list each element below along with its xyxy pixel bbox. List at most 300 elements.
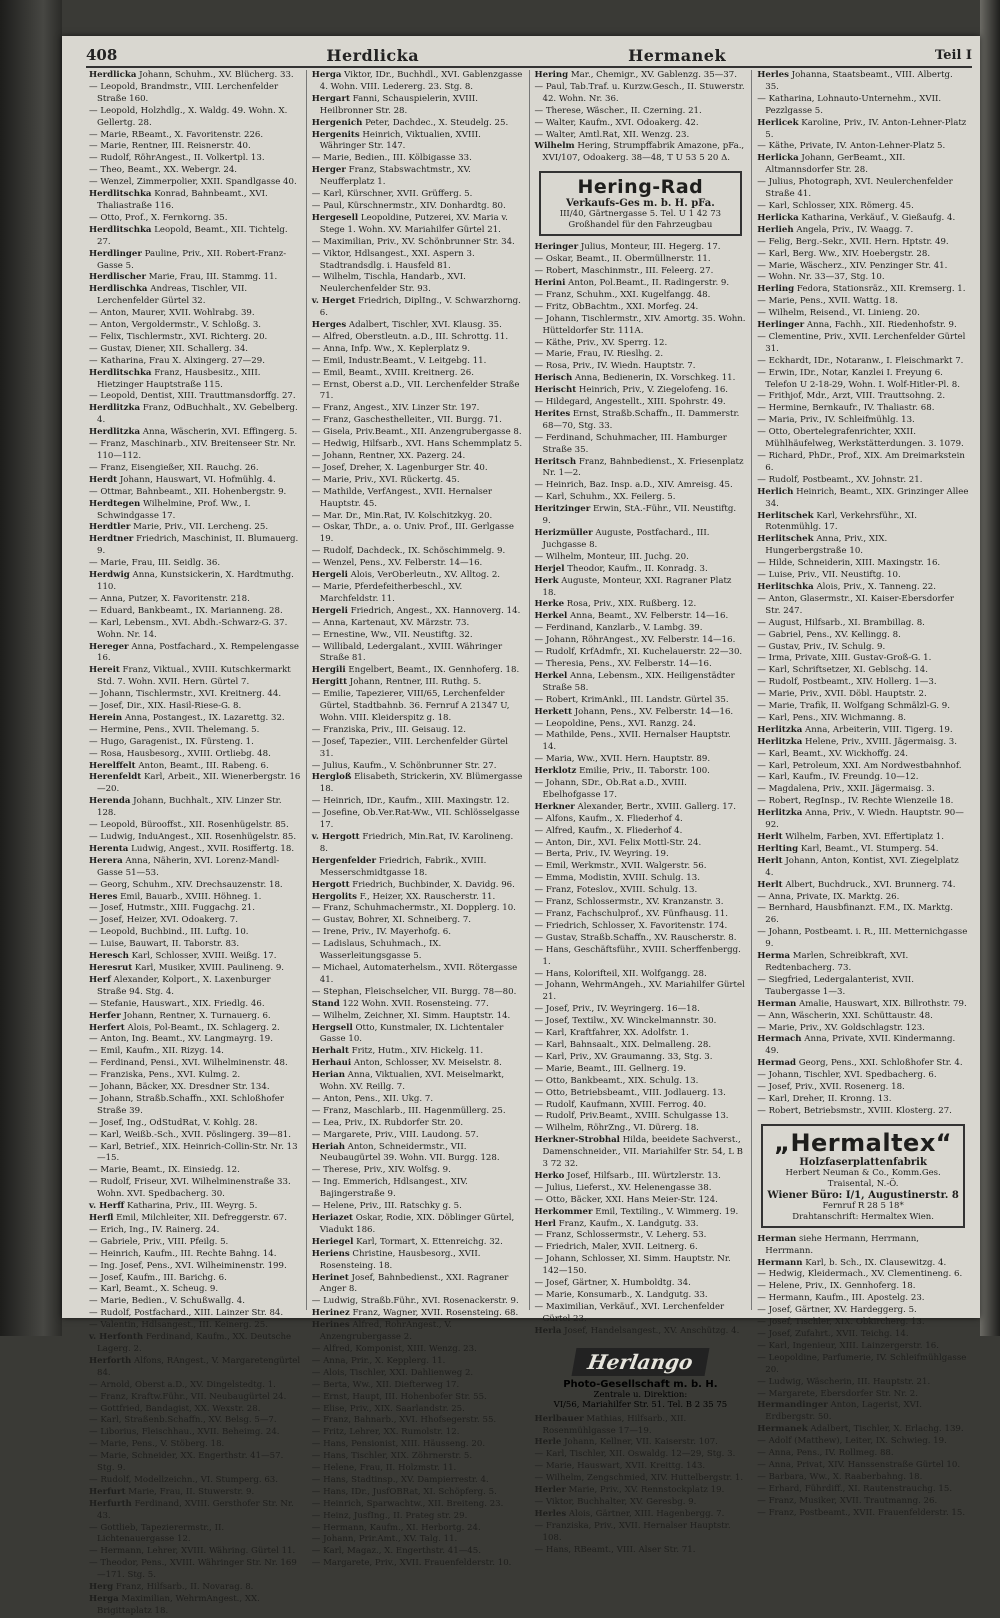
directory-entry: — Franz, Musiker, XVII. Trautmanng. 26. bbox=[757, 1495, 938, 1506]
ad-line: Holzfaserplattenfabrik bbox=[799, 1156, 927, 1168]
directory-entry: — Hermine, Pens., XVII. Thelemang. 5. bbox=[89, 724, 260, 735]
directory-entry: Herdlitzka Anna, Wäscherin, XVI. Effingerg. 5. bbox=[89, 427, 298, 438]
directory-entry: — Ludwig, InduAngest., XII. Rosenhügelstr. 85. bbox=[89, 832, 297, 842]
directory-entry: Herelffelt Anton, Beamt., III. Rabeng. 6. bbox=[89, 760, 269, 771]
directory-entry: — Ludwig, Wäscherin, III. Hauptstr. 21. bbox=[757, 1376, 931, 1387]
directory-entry: Herizmüller Auguste, Postfachard., III. Juchgasse 8. bbox=[534, 528, 710, 550]
directory-entry: — Robert, KrimAnkl., III. Landstr. Gürtel 35. bbox=[534, 694, 729, 705]
directory-entry: — Emilie, Tapezierer, VIII/65, Lerchenfelder Gürtel, Stadtbahnb. 36. Fernruf A 21347 U, Wohn. VIII. Kleiderspitz g. 18. bbox=[311, 689, 510, 723]
directory-entry: Herines Alfred, RohrAngest., V. Anzengrubergasse 2. bbox=[311, 1320, 452, 1343]
directory-entry: Heriens Christine, Hausbesorg., XVII. Rosensteing. 18. bbox=[311, 1248, 481, 1271]
directory-entry: Herlt Albert, Buchdruck., XVI. Brunnerg. 74. bbox=[757, 879, 956, 890]
directory-entry: Herler Marie, Priv., XV. Rennstockplatz 19. bbox=[534, 1485, 725, 1496]
directory-entry: Herenta Ludwig, Angest., XVII. Rosiffertg. 18. bbox=[89, 843, 295, 854]
directory-entry: — Ernst, Haupt, III. Hohenbofer Str. 55. bbox=[311, 1391, 487, 1402]
directory-entry: — Johann, Prir.Amt., XV. Talg. 11. bbox=[311, 1534, 458, 1545]
directory-entry: Herdlitzka Franz, OdBuchhalt., XV. Gebelberg. 4. bbox=[89, 403, 298, 426]
directory-entry: — Wilhelm, Tischla, Handarb., XVI. Neulerchenfelder Str. 93. bbox=[311, 272, 466, 295]
directory-entry: — Franz, Eisengießer, XII. Rauchg. 26. bbox=[89, 462, 259, 473]
directory-entry: — Eckhardt, IDr., Notaranw., I. Fleischmarkt 7. bbox=[757, 355, 964, 366]
directory-entry: — Karl, Weißb.-Sch., XVII. Pöslingerg. 39—81. bbox=[89, 1129, 291, 1140]
directory-entry: — Emma, Modistin, XVIII. Schulg. 13. bbox=[534, 873, 700, 884]
directory-entry: Hergloß Elisabeth, Strickerin, XV. Blümergasse 18. bbox=[311, 772, 523, 795]
ad-title: „Hermaltex“ bbox=[774, 1128, 953, 1157]
directory-entry: Herlt Johann, Anton, Kontist, XVI. Ziegelplatz 4. bbox=[757, 855, 959, 878]
directory-entry: — Luise, Priv., VII. Neustiftg. 10. bbox=[757, 570, 901, 581]
ad-line: Photo-Gesellschaft m. b. H. bbox=[563, 1378, 718, 1390]
directory-entry: — Josef, Gärtner, X. Humboldtg. 34. bbox=[534, 1278, 691, 1289]
directory-entry: — Rudolf, RöhrAngest., II. Volkertpl. 13. bbox=[89, 153, 265, 164]
directory-entry: — Rudolf, Postbeamt., XV. Johnstr. 21. bbox=[757, 474, 923, 485]
page-header bbox=[86, 44, 972, 68]
directory-entry: — Elise, Priv., XIX. Saarlandstr. 25. bbox=[311, 1403, 465, 1414]
directory-entry: Herling Fedora, Stationsräz., XII. Kremserg. 1. bbox=[757, 284, 966, 295]
directory-entry: Hergart Fanni, Schauspielerin, XVIII. Heilbronner Str. 28. bbox=[311, 93, 479, 116]
directory-entry: — Karl, Ingenieur, XIII. Lainzergerstr. 16. bbox=[757, 1340, 939, 1351]
directory-entry: — Gottlieb, Tapezierermstr., II. Lichtenauergasse 12. bbox=[89, 1522, 225, 1545]
directory-entry: — Josef, Textilw., XV. Winckelmannstr. 30. bbox=[534, 1016, 717, 1027]
directory-entry: — Erich, Ing., IV. Rainerg. 24. bbox=[89, 1224, 220, 1235]
directory-entry: — Clementine, Priv., XVII. Lerchenfelder Gürtel 31. bbox=[757, 331, 966, 354]
directory-entry: — Karl, Straßenb.Schaffn., XV. Belsg. 5—7. bbox=[89, 1415, 277, 1426]
directory-entry: Hergenits Heinrich, Viktualien, XVIII. Währinger Str. 147. bbox=[311, 129, 481, 152]
directory-entry: — Julius, Kaufm., V. Schönbrunner Str. 27. bbox=[311, 760, 497, 771]
directory-entry: — Wilhelm, Zengschmied, XIV. Huttelbergstr. 1. bbox=[534, 1473, 744, 1484]
directory-entry: — Maximilian, Priv., XV. Schönbrunner Str. 34. bbox=[311, 236, 515, 247]
directory-entry: — Maximilian, Verkäuf., XVI. Lerchenfelder Gürtel 23. bbox=[534, 1301, 725, 1324]
directory-entry: — Marie, Priv., XVII. Döbl. Hauptstr. 2. bbox=[757, 689, 927, 700]
directory-entry: — Franz, Schuhm., XXI. Kugelfangg. 48. bbox=[534, 289, 711, 300]
directory-entry: — Lea, Priv., IX. Rubdorfer Str. 20. bbox=[311, 1117, 464, 1128]
directory-entry: — Mathilde, VerfAngest., XVII. Hernalser Hauptstr. 45. bbox=[311, 486, 492, 509]
page-number: 408 bbox=[86, 46, 118, 64]
directory-entry: Herkner-Strobhal Hilda, beeidete Sachverst., Damenschneider., VII. Mariahilfer Str. 54, L B 3 72 32. bbox=[534, 1135, 743, 1170]
directory-entry: Herlting Karl, Beamt., VI. Stumperg. 54. bbox=[757, 843, 939, 854]
directory-entry: — Emil, Industr.Beamt., V. Leitgebg. 11. bbox=[311, 355, 487, 366]
directory-entry: — Paul, Tab.Traf. u. Kurzw.Gesch., II. Stuwerstr. 42. Wohn. Nr. 36. bbox=[534, 81, 745, 104]
directory-entry: Hergott Friedrich, Buchbinder, X. Davidg. 96. bbox=[311, 879, 515, 890]
directory-entry: — Karl, Lebensm., XVI. Abdh.-Schwarz-G. 37. Wohn. Nr. 14. bbox=[89, 617, 288, 640]
directory-entry: — Johann, Straßb.Schaffn., XXI. Schloßhofer Straße 39. bbox=[89, 1093, 284, 1116]
directory-entry: — Gustav, Bohrer, XI. Schneiberg. 7. bbox=[311, 915, 472, 926]
directory-entry: Hergitt Johann, Rentner, III. Ruthg. 5. bbox=[311, 677, 482, 688]
directory-entry: — Wohn. Nr. 33—37, Stg. 10. bbox=[757, 272, 885, 283]
directory-entry: Herk Auguste, Monteur, XXI. Ragraner Platz 18. bbox=[534, 575, 732, 598]
directory-entry: Herdlischer Marie, Frau, III. Stammg. 11. bbox=[89, 272, 278, 283]
directory-entry: — Otto, Bäcker, XXI. Hans Meier-Str. 124. bbox=[534, 1194, 718, 1205]
directory-entry: Heres Emil, Bauarb., XVIII. Höhneg. 1. bbox=[89, 891, 262, 902]
directory-entry: Herkel Anna, Beamt., XV. Felberstr. 14—16. bbox=[534, 611, 729, 622]
directory-entry: Herlinger Anna, Fachh., XII. Riedenhofstr. 9. bbox=[757, 320, 957, 331]
directory-entry: Herkner Alexander, Bertr., XVIII. Gallerg. 17. bbox=[534, 801, 736, 812]
directory-entry: — Julius, Lieferst., XV. Helenengasse 38. bbox=[534, 1182, 712, 1193]
directory-entry: — Johann, SDr., Ob.Rat a.D., XVIII. Ebelhofgasse 17. bbox=[534, 778, 687, 800]
directory-entry: — Hermann, Lehrer, XVIII. Währing. Gürtel 11. bbox=[89, 1546, 296, 1557]
directory-entry: — Hermine, Bernkaufr., IV. Thaliastr. 68. bbox=[757, 403, 935, 414]
directory-entry: — Maria, Ww., XVII. Hern. Hauptstr. 89. bbox=[534, 754, 711, 765]
column-4 bbox=[752, 70, 974, 1518]
directory-entry: — Heinz, JusfIng., II. Prateg str. 29. bbox=[311, 1510, 468, 1521]
directory-entry: — Josef, Tapezier., VIII. Lerchenfelder Gürtel 31. bbox=[311, 736, 508, 759]
directory-entry: Herdtner Friedrich, Maschinist, II. Blumauerg. 9. bbox=[89, 534, 299, 557]
directory-entry: — Oskar, ThDr., a. o. Univ. Prof., III. Gerlgasse 19. bbox=[311, 522, 515, 545]
directory-entry: Wilhelm Hering, Strumpffabrik Amazone, pFa., XVI/107, Odoakerg. 38—48, T U 53 5 20 Δ. bbox=[534, 141, 745, 164]
directory-entry: — Heinrich, IDr., Kaufm., XIII. Maxingstr. 12. bbox=[311, 796, 510, 807]
directory-entry: — Stefanie, Hauswart., XIX. Friedlg. 46. bbox=[89, 998, 265, 1009]
directory-entry: Herman siehe Hermann, Herrmann, Herrmann. bbox=[757, 1233, 919, 1256]
directory-entry: — Adolf (Matthew), Leiter, IX. Schwieg. 19. bbox=[757, 1436, 947, 1447]
directory-entry: — Johann, Rentner, XX. Pazerg. 24. bbox=[311, 451, 466, 461]
directory-entry: Herdwig Anna, Kunstsickerin, X. Hardtmuthg. 110. bbox=[89, 570, 294, 592]
ad-line: VI/56, Mariahilfer Str. 51. Tel. B 2 35 75 bbox=[553, 1399, 728, 1410]
directory-entry: Herla Josef, Handelsangest., XV. Anschützg. 4. bbox=[534, 1325, 740, 1336]
directory-entry: — Leopoldine, Pens., XVI. Ranzg. 24. bbox=[534, 718, 696, 729]
directory-entry: — Gustav, Priv., IV. Schulg. 9. bbox=[757, 641, 886, 652]
directory-entry: — Josef, Dir., XIX. Hasil-Riese-G. 8. bbox=[89, 701, 242, 712]
directory-entry: — Helene, Frau, II. Holzmstr. 11. bbox=[311, 1463, 457, 1474]
directory-entry: — Hans, Geschäftsführ., XVIII. Scherffenbergg. 1. bbox=[534, 944, 741, 967]
directory-entry: Herklotz Emilie, Priv., II. Taborstr. 100. bbox=[534, 766, 710, 777]
ad-line: Drahtanschrift: Hermaltex Wien. bbox=[792, 1211, 934, 1222]
directory-entry: Hereit Franz, Viktual., XVIII. Kutschkermarkt Std. 7. Wohn. XVII. Hern. Gürtel 7. bbox=[89, 665, 291, 688]
directory-entry: — Josef, Dreher, X. Lagenburger Str. 40. bbox=[311, 462, 488, 473]
directory-entry: — Theo, Beamt., XX. Webergr. 24. bbox=[89, 165, 238, 176]
directory-entry: — Leopoldine, Parfumerie, IV. Schleifmühlgasse 20. bbox=[757, 1352, 967, 1375]
directory-entry: — Willibald, Ledergalant., XVIII. Währinger Straße 81. bbox=[311, 641, 503, 664]
entries-columns bbox=[84, 70, 974, 1616]
directory-entry: — Josef, Tischler, XIX. Obkircherg. 13. bbox=[757, 1317, 925, 1328]
directory-entry: — Rudolf, Modellzeichn., VI. Stumperg. 63. bbox=[89, 1474, 279, 1485]
directory-entry: — Franziska, Pens., XVI. Kulmg. 2. bbox=[89, 1070, 241, 1081]
directory-entry: — Ernst, Oberst a.D., VII. Lerchenfelder Straße 71. bbox=[311, 379, 520, 402]
directory-entry: Herenda Johann, Buchhalt., XIV. Linzer Str. 128. bbox=[89, 796, 282, 819]
directory-entry: — Hans, Stadtinsp., XV. Dampierrestr. 4. bbox=[311, 1474, 489, 1485]
directory-entry: Stand 122 Wohn. XVII. Rosensteing. 77. bbox=[311, 998, 489, 1009]
directory-entry: — Josef, Priv., XVII. Rosenerg. 18. bbox=[757, 1082, 905, 1093]
herlango-logo: Herlango bbox=[572, 1348, 710, 1376]
directory-entry: — Marie, Bedien., III. Kölbigasse 33. bbox=[311, 153, 472, 164]
hering-rad-ad bbox=[539, 171, 743, 236]
directory-entry: — Wilhelm, RöhrZng., VI. Dürerg. 18. bbox=[534, 1123, 699, 1134]
directory-entry: Herlbauer Mathias, Hilfsarb., XII. Rosenmühlgasse 17—19. bbox=[534, 1413, 687, 1436]
directory-entry: Herites Ernst, Straßb.Schaffn., II. Dammerstr. 68—70, Stg. 33. bbox=[534, 408, 740, 431]
directory-entry: — Marie, RBeamt., X. Favoritenstr. 226. bbox=[89, 129, 264, 140]
directory-entry: Herg Franz, Hilfsarb., II. Novarag. 8. bbox=[89, 1582, 254, 1593]
directory-entry: — Helene, Priv., III. Ratschky g. 5. bbox=[311, 1201, 462, 1212]
directory-entry: — Friedrich, Schlosser, X. Favoritenstr. 174. bbox=[534, 920, 728, 931]
directory-entry: — Robert, RegInsp., IV. Rechte Wienzeile 18. bbox=[757, 796, 954, 807]
directory-entry: — Wenzel, Pens., XV. Felberstr. 14—16. bbox=[311, 558, 483, 569]
directory-entry: — Marie, Frau, IV. Rieslhg. 2. bbox=[534, 349, 664, 360]
directory-entry: Hergolits F., Heizer, XX. Rauscherstr. 11. bbox=[311, 891, 496, 902]
directory-entry: — Johann, Tischlermstr., XIV. Amortg. 35. Wohn. Hütteldorfer Str. 111A. bbox=[534, 313, 746, 336]
directory-entry: — Karl, Kraftfahrer, XX. Adolfstr. 1. bbox=[534, 1028, 689, 1039]
directory-entry: — Irene, Priv., IV. Mayerhofg. 6. bbox=[311, 927, 452, 938]
directory-entry: — Margarete, Priv., XVII. Frauenfelderstr. 10. bbox=[311, 1558, 512, 1569]
directory-entry: — Johann, Postbeamt. i. R., III. Metternichgasse 9. bbox=[757, 927, 968, 950]
directory-entry: — Franz, Gaschesthelleiter., VII. Burgg. 71. bbox=[311, 415, 502, 426]
directory-entry: — Karl, Dreher, II. Kronng. 13. bbox=[757, 1093, 892, 1104]
directory-entry: — Ferdinand, Kanzlarb., V. Lambg. 39. bbox=[534, 623, 703, 634]
column-2 bbox=[307, 70, 530, 1569]
directory-entry: Hergili Engelbert, Beamt., IX. Gennhoferg. 18. bbox=[311, 665, 520, 676]
directory-entry: — Franz, Postbeamt., XVII. Frauenfelderstr. 15. bbox=[757, 1507, 966, 1518]
directory-entry: — Anton, Dir., XVI. Felix Mottl-Str. 24. bbox=[534, 837, 702, 848]
directory-entry: — Anna, Private, IX. Marktg. 26. bbox=[757, 891, 900, 902]
directory-entry: v. Hergott Friedrich, Min.Rat, IV. Karolineng. 8. bbox=[311, 832, 514, 854]
directory-entry: — Hans, RBeamt., VIII. Alser Str. 71. bbox=[534, 1544, 696, 1555]
directory-entry: Herlitzka Helene, Priv., XVIII. Jägermaisg. 3. bbox=[757, 736, 958, 747]
directory-entry: — Gustav, Diener, XII. Schallerg. 34. bbox=[89, 343, 249, 354]
directory-entry: — Josef, Zufahrt., XVII. Teichg. 14. bbox=[757, 1329, 909, 1339]
directory-entry: — Franz, Schlossermstr., XV. Kranzanstr. 3. bbox=[534, 897, 724, 908]
directory-entry: Hering Mar., Chemigr., XV. Gablenzg. 35—37. bbox=[534, 70, 737, 80]
directory-entry: Herles Alois, Gärtner, XIII. Hagenbergg. 7. bbox=[534, 1508, 725, 1519]
ad-line: Fernruf R 28 5 18* bbox=[822, 1200, 904, 1211]
directory-entry: — Alois, Tischler, XXI. Dahlienweg 2. bbox=[311, 1367, 474, 1378]
directory-entry: — Arnold, Oberst a.D., XV. Dingelstedtg. 1. bbox=[89, 1379, 276, 1390]
directory-entry: — Anna, Kartenaut, XV. Märzstr. 73. bbox=[311, 617, 470, 628]
directory-entry: — Viktor, Buchhalter, XV. Geresbg. 9. bbox=[534, 1496, 697, 1507]
directory-entry: — Friedrich, Maler, XVII. Leitnerg. 6. bbox=[534, 1242, 698, 1253]
directory-entry: Herdlitschka Leopold, Beamt., XII. Tichtelg. 27. bbox=[89, 224, 288, 247]
directory-entry: — Luise, Bauwart, II. Taborstr. 83. bbox=[89, 939, 240, 950]
directory-entry: — Josef, Hutmstr., XIII. Fuggachg. 21. bbox=[89, 903, 255, 914]
directory-entry: — Hans, Kolorifteil, XII. Wolfgangg. 28. bbox=[534, 968, 707, 979]
directory-entry: — Otto, Betriebsbeamt., VIII. Jodlauerg. 13. bbox=[534, 1087, 726, 1098]
book-edge bbox=[980, 0, 1000, 1336]
directory-entry: — Rudolf, Kaufmann, XVIII. Ferrog. 40. bbox=[534, 1099, 707, 1110]
directory-entry: — Hans, IDr., JusfOBRat, XI. Schöpferg. 5. bbox=[311, 1486, 497, 1497]
directory-entry: — Franziska, Priv., XVII. Hernalser Hauptstr. 108. bbox=[534, 1520, 731, 1543]
directory-entry: Heriah Anton, Schneidermstr., VII. Neubaugürtel 39. Wohn. VII. Burgg. 128. bbox=[311, 1141, 500, 1164]
directory-entry: Herlitschek Anna, Priv., XIX. Hungerbergstraße 10. bbox=[757, 534, 888, 557]
directory-entry: Herkommer Emil, Textiling., V. Wimmerg. 19. bbox=[534, 1206, 739, 1217]
directory-entry: — Heinrich, Baz. Insp. a.D., XIV. Amreisg. 45. bbox=[534, 480, 733, 491]
directory-entry: Herlitzka Anna, Priv., V. Wiedn. Hauptstr. 90—92. bbox=[757, 808, 964, 831]
directory-entry: v. Herfonth Ferdinand, Kaufm., XX. Deutsche Lagerg. 2. bbox=[89, 1332, 292, 1354]
directory-entry: — Karl, Pens., XIV. Wichmanng. 8. bbox=[757, 712, 907, 723]
directory-entry: — Franz, Kraftw.Führ., VII. Neubaugürtel 24. bbox=[89, 1391, 287, 1402]
directory-entry: — Franz, Fachschulprof., XV. Fünfhausg. 11. bbox=[534, 909, 729, 919]
directory-entry: — Hans, Pensionist, XIII. Häusseng. 20. bbox=[311, 1439, 486, 1450]
directory-entry: Herfer Johann, Rentner, X. Turnauerg. 6. bbox=[89, 1010, 271, 1021]
directory-entry: — Anton, Pens., XII. Ukg. 7. bbox=[311, 1093, 434, 1104]
directory-entry: — Hugo, Garagenist., IX. Fürsteng. 1. bbox=[89, 736, 254, 747]
directory-entry: — Otto, Prof., X. Fernkorng. 35. bbox=[89, 212, 228, 223]
directory-entry: Herko Josef, Hilfsarb., III. Würtzlerstr. 13. bbox=[534, 1170, 721, 1181]
directory-entry: — Rudolf, Priv.Beamt., XVIII. Schulgasse 13. bbox=[534, 1111, 729, 1122]
directory-entry: — Marie, Beamt., III. Gellnerg. 19. bbox=[534, 1063, 686, 1074]
directory-entry: — Rudolf, Dachdeck., IX. Schöschimmelg. 9. bbox=[311, 546, 506, 557]
directory-entry: — Josef, Kaufm., III. Barichg. 6. bbox=[89, 1272, 227, 1283]
directory-entry: Herga Viktor, IDr., Buchhdl., XVI. Gablenzgasse 4. Wohn. VIII. Ledererg. 23. Stg. 8. bbox=[311, 70, 523, 92]
directory-entry: Herkett Johann, Pens., XV. Felberstr. 14—16. bbox=[534, 706, 734, 717]
part-label: Teil I bbox=[935, 47, 972, 63]
directory-entry: — Maria, Priv., IV. Schleifmühlg. 13. bbox=[757, 415, 915, 426]
directory-entry: — Karl, Beamt., X. Scheug. 9. bbox=[89, 1284, 219, 1295]
directory-entry: — Marie, Hauswart, XVII. Kreittg. 143. bbox=[534, 1461, 706, 1472]
directory-entry: — Karl, Schlosser, XIX. Römerg. 45. bbox=[757, 200, 914, 211]
directory-entry: Hergesell Leopoldine, Putzerei, XV. Maria v. Stege 1. Wohn. XV. Mariahilfer Gürtel 21. bbox=[311, 212, 508, 235]
directory-entry: — Felix, Tischlermstr., XVI. Richterg. 20. bbox=[89, 331, 268, 342]
directory-entry: — Therese, Wäscher., II. Czerning. 21. bbox=[534, 105, 702, 116]
directory-entry: — Marie, Konsumarb., X. Landgutg. 33. bbox=[534, 1290, 708, 1300]
directory-entry: Herian Anna, Viktualien, XVI. Meiselmarkt, Wohn. XV. Reillg. 7. bbox=[311, 1070, 505, 1093]
column-1 bbox=[84, 70, 307, 1616]
directory-entry: — Robert, Betriebsmstr., XVIII. Klosterg. 27. bbox=[757, 1105, 952, 1116]
directory-entry: — Erhard, Führdiff., XI. Rautenstrauchg. 15. bbox=[757, 1483, 953, 1494]
directory-entry: — Marie, Wäscherz., XIV. Penzinger Str. 41. bbox=[757, 260, 948, 271]
directory-entry: — Johann, RöhrAngest., XV. Felberstr. 14—16. bbox=[534, 635, 736, 646]
directory-entry: — Marie, Priv., XVI. Rückertg. 45. bbox=[311, 474, 460, 485]
directory-entry: — Berta, Priv., IV. Weyring. 19. bbox=[534, 849, 669, 860]
directory-entry: — Rosa, Priv., IV. Wiedn. Hauptstr. 7. bbox=[534, 361, 696, 372]
directory-entry: — Rudolf, KrfAdmfr., XI. Kuchelauerstr. 22—30. bbox=[534, 647, 743, 658]
herlango-ad bbox=[541, 1348, 741, 1410]
directory-entry: — Irma, Private, XIII. Gustav-Groß-G. 1. bbox=[757, 653, 932, 664]
directory-entry: — Felig, Berg.-Sekr., XVII. Hern. Hptstr. 49. bbox=[757, 236, 949, 247]
directory-entry: Herhaui Anton, Schlosser, XV. Meiselstr. 8. bbox=[311, 1058, 502, 1069]
directory-entry: — Franziska, Priv., III. Geisaug. 12. bbox=[311, 724, 467, 735]
directory-entry: — Alfred, Oberstleutn. a.D., III. Schrottg. 11. bbox=[311, 331, 509, 342]
directory-entry: Herdtler Marie, Priv., VII. Lercheng. 25. bbox=[89, 522, 269, 533]
directory-entry: — Margarete, Ebersdorfer Str. Nr. 2. bbox=[757, 1388, 919, 1399]
directory-entry: — Franz, Maschinarb., XIV. Breitenseer Str. Nr. 110—112. bbox=[89, 439, 296, 461]
directory-entry: — Karl, Schuhm., XX. Feilerg. 5. bbox=[534, 492, 676, 503]
directory-entry: Heresrut Karl, Musiker, XVIII. Paulineng. 9. bbox=[89, 962, 285, 973]
directory-entry: — Wilhelm, Reisend., VI. Linieng. 20. bbox=[757, 308, 920, 319]
directory-entry: — Ottmar, Bahnbeamt., XII. Hohenbergstr. 9. bbox=[89, 486, 287, 497]
directory-entry: Herdlitschka Konrad, Bahnbeamt., XVI. Thaliastraße 116. bbox=[89, 189, 268, 211]
directory-entry: — Marie, Pens., V. Stöberg. 18. bbox=[89, 1439, 225, 1450]
directory-entry: Herles Johanna, Staatsbeamt., VIII. Albertg. 35. bbox=[757, 70, 953, 92]
directory-entry: — Barbara, Ww., X. Raaberbahng. 18. bbox=[757, 1471, 923, 1482]
ad-line: Zentrale u. Direktion: bbox=[593, 1389, 688, 1400]
directory-entry: — Franz, Foteslov., XVIII. Schulg. 13. bbox=[534, 885, 698, 896]
directory-entry: — Marie, Frau, III. Seidlg. 36. bbox=[89, 558, 221, 569]
directory-entry: — Josef, Gärtner, XV. Hardeggerg. 5. bbox=[757, 1305, 917, 1316]
directory-entry: v. Herget Friedrich, DiplIng., V. Schwarzhorng. 6. bbox=[311, 296, 521, 319]
directory-entry: Herlitzka Anna, Arbeiterin, VIII. Tigerg. 19. bbox=[757, 724, 953, 735]
directory-entry: Herdtegen Wilhelmine, Prof. Ww., I. Schwindgasse 17. bbox=[89, 498, 251, 521]
directory-entry: — Karl, Magaz., X. Engerthstr. 41—45. bbox=[311, 1546, 481, 1557]
directory-entry: — Johann, Tischlermstr., XVI. Kreitnerg. 44. bbox=[89, 689, 282, 700]
book-binding bbox=[0, 0, 62, 1336]
directory-entry: — Gisela, Priv.Beamt., XII. Anzengrubergasse 8. bbox=[311, 427, 522, 438]
directory-entry: — Marie, Schneider, XX. Engerthstr. 41—57. Stg. 9. bbox=[89, 1451, 284, 1474]
directory-entry: — Bernhard, Hausbfinanzt. F.M., IX. Marktg. 26. bbox=[757, 903, 954, 926]
directory-entry: — Karl, Bahnsaalt., XIX. Delmalleng. 28. bbox=[534, 1039, 712, 1050]
directory-entry: Herinez Franz, Wagner, XVII. Rosensteing. 68. bbox=[311, 1308, 519, 1319]
directory-entry: — Gabriele, Priv., VIII. Pfeilg. 5. bbox=[89, 1236, 229, 1247]
directory-entry: — Anna, Infp. Ww., X. Keplerplatz 9. bbox=[311, 343, 470, 354]
ad-title: Hering-Rad bbox=[577, 176, 704, 199]
directory-entry: Herlt Wilhelm, Farben, XVI. Effertiplatz 1. bbox=[757, 832, 944, 842]
directory-entry: — Therese, Priv., XIV. Wolfsg. 9. bbox=[311, 1165, 451, 1176]
directory-entry: Herein Anna, Postangest., IX. Lazarettg. 32. bbox=[89, 712, 285, 723]
directory-entry: Herlitschek Karl, Verkehrsführ., XI. Rotenmühlg. 17. bbox=[757, 510, 918, 533]
directory-entry: Herkel Anna, Lebensm., XIX. Heiligenstädter Straße 58. bbox=[534, 670, 735, 693]
directory-entry: — Fritz, Lehrer, XX. Rumolstr. 12. bbox=[311, 1427, 460, 1438]
directory-entry: Herfurth Ferdinand, XVIII. Gersthofer Str. Nr. 43. bbox=[89, 1498, 294, 1521]
directory-entry: — Oskar, Beamt., II. Obermüllnerstr. 11. bbox=[534, 254, 711, 265]
directory-entry: — Ferdinand, Pensi., XVI. Wilhelminenstr. 48. bbox=[89, 1058, 288, 1069]
directory-entry: — Anton, Vergoldermstr., V. Schloßg. 3. bbox=[89, 320, 262, 331]
directory-entry: Herga Maximilian, WehrmAngest., XX. Brigittaplatz 18. bbox=[89, 1594, 260, 1616]
directory-entry: — Karl, Petroleum, XXI. Am Nordwestbahnhof. bbox=[757, 760, 962, 771]
directory-entry: — Frithjof, Mdr., Arzt, VIII. Trauttsohng. 2. bbox=[757, 391, 946, 402]
directory-entry: — Mar. Dr., Min.Rat, IV. Kolschitzkyg. 20. bbox=[311, 510, 493, 521]
directory-entry: Herl Franz, Kaufm., X. Landgutg. 33. bbox=[534, 1218, 699, 1229]
directory-entry: Herdlischka Andreas, Tischler, VII. Lerchenfelder Gürtel 32. bbox=[89, 284, 248, 307]
directory-entry: Herke Rosa, Priv., XIX. Rußberg. 12. bbox=[534, 599, 697, 610]
directory-entry: — Leopold, Brandmstr., VIII. Lerchenfelder Straße 160. bbox=[89, 81, 279, 104]
directory-entry: — Marie, Priv., XV. Goldschlagstr. 123. bbox=[757, 1022, 925, 1033]
directory-entry: — Hildegard, Angestellt., XIII. Spohrstr. 49. bbox=[534, 397, 726, 408]
directory-entry: Herjel Theodor, Kaufm., II. Konradg. 3. bbox=[534, 563, 708, 574]
directory-entry: Herischt Heinrich, Priv., V. Ziegelofeng. 16. bbox=[534, 385, 729, 396]
directory-entry: — Marie, Bedien., V. Schußwallg. 4. bbox=[89, 1296, 245, 1307]
directory-entry: — Leopold, Buchbind., III. Luftg. 10. bbox=[89, 927, 249, 938]
directory-entry: — Franz, Schuhmachermstr., XI. Dopplerg. 10. bbox=[311, 903, 516, 914]
directory-entry: — Richard, PhDr., Prof., XIX. Am Dreimarkstein 6. bbox=[757, 451, 965, 473]
directory-page bbox=[62, 36, 980, 1616]
hermaltex-ad bbox=[761, 1124, 965, 1228]
directory-entry: — Valentin, Hdlsangest., III. Keinerg. 25. bbox=[89, 1320, 268, 1331]
directory-entry: — Alfred, Komponist, XIII. Wenzg. 23. bbox=[311, 1343, 477, 1354]
directory-entry: — Anton, Maurer, XVII. Wohlrabg. 39. bbox=[89, 308, 255, 319]
directory-entry: Herlieh Angela, Priv., IV. Waagg. 7. bbox=[757, 224, 914, 235]
directory-entry: — Theresia, Pens., XV. Felberstr. 14—16. bbox=[534, 658, 712, 669]
directory-entry: — Johann, Tischler, XVI. Spedbacherg. 6. bbox=[757, 1070, 937, 1081]
directory-entry: — Emil, Beamt., XVIII. Kreitnerg. 26. bbox=[311, 367, 474, 378]
directory-entry: — Hermann, Kaufm., III. Apostelg. 23. bbox=[757, 1293, 925, 1304]
directory-entry: — Margarete, Priv., VIII. Laudong. 57. bbox=[311, 1129, 479, 1140]
directory-entry: — Hedwig, Hilfsarb., XVI. Hans Schemmplatz 5. bbox=[311, 439, 523, 450]
directory-entry: Heriazet Oskar, Rodie, XIX. Döblinger Gürtel, Viadukt 186. bbox=[311, 1213, 515, 1235]
directory-entry: — Marie, Beamt., IX. Einsiedg. 12. bbox=[89, 1165, 240, 1176]
directory-entry: — Gustav, Straßb.Schaffn., XV. Rauscherstr. 8. bbox=[534, 932, 737, 943]
directory-entry: Hermach Anna, Private, XVII. Kindermanng. 49. bbox=[757, 1034, 956, 1057]
directory-entry: — Karl, Betrief., XIX. Heinrich-Collin-Str. Nr. 13—15. bbox=[89, 1141, 298, 1164]
directory-entry: Heresch Karl, Schlosser, XVIII. Weißg. 17. bbox=[89, 951, 277, 962]
directory-entry: — Julius, Photograph, XVI. Neulerchenfelder Straße 41. bbox=[757, 177, 953, 200]
directory-entry: — Karl, Berg. Ww., XIV. Hoebergstr. 28. bbox=[757, 248, 931, 259]
directory-entry: — Franz, Schlossermstr., V. Leherg. 53. bbox=[534, 1230, 707, 1241]
directory-entry: Herfert Alois, Pol-Beamt., IX. Schlagerg. 2. bbox=[89, 1022, 280, 1033]
directory-entry: Herlitschka Alois, Priv., X. Tanneng. 22. bbox=[757, 581, 936, 592]
directory-entry: — Franz, Bahnarb., XVI. Hhofsegerstr. 55. bbox=[311, 1415, 497, 1426]
left-headword: Herdlicka bbox=[326, 45, 420, 65]
directory-entry: Herges Adalbert, Tischler, XVI. Klausg. 35. bbox=[311, 320, 502, 331]
directory-entry: — Johann, WehrmAngeh., XV. Mariahilfer Gürtel 21. bbox=[534, 980, 745, 1003]
directory-entry: Herfl Emil, Milchleiter, XII. Defreggerstr. 67. bbox=[89, 1213, 287, 1223]
directory-entry: — Hilde, Schneiderin, XIII. Maxingstr. 16. bbox=[757, 558, 941, 569]
directory-entry: — Ing. Emmerich, Hdlsangest., XIV. Bajingerstraße 9. bbox=[311, 1177, 468, 1200]
directory-entry: — Emil, Werkmstr., XVII. Walgerstr. 56. bbox=[534, 861, 707, 872]
directory-entry: Herma Marlen, Schreibkraft, XVI. Redtenbacherg. 73. bbox=[757, 951, 909, 973]
directory-entry: — Anna, Pens., IV. Rollmeg. 88. bbox=[757, 1448, 894, 1459]
directory-entry: — Ing. Josef, Pens., XVI. Wilheiminenstr. 199. bbox=[89, 1260, 287, 1271]
directory-entry: — Josef, Heizer, XVI. Odoakerg. 7. bbox=[89, 915, 238, 926]
directory-entry: — Gottfried, Bandagist, XX. Wexstr. 28. bbox=[89, 1403, 261, 1414]
directory-entry: — Katharina, Lohnauto-Unternehm., XVII. Pezzlgasse 5. bbox=[757, 93, 942, 116]
directory-entry: — Heinrich, Sparwachtw., XII. Breiteng. 23. bbox=[311, 1498, 504, 1509]
directory-entry: — Rudolf, Postfachard., XIII. Lainzer Str. 84. bbox=[89, 1308, 284, 1319]
directory-entry: — Ernestine, Ww., VII. Neustiftg. 32. bbox=[311, 629, 473, 640]
directory-entry: Hermann Karl, b. Sch., IX. Clausewitzg. 4. bbox=[757, 1257, 947, 1268]
